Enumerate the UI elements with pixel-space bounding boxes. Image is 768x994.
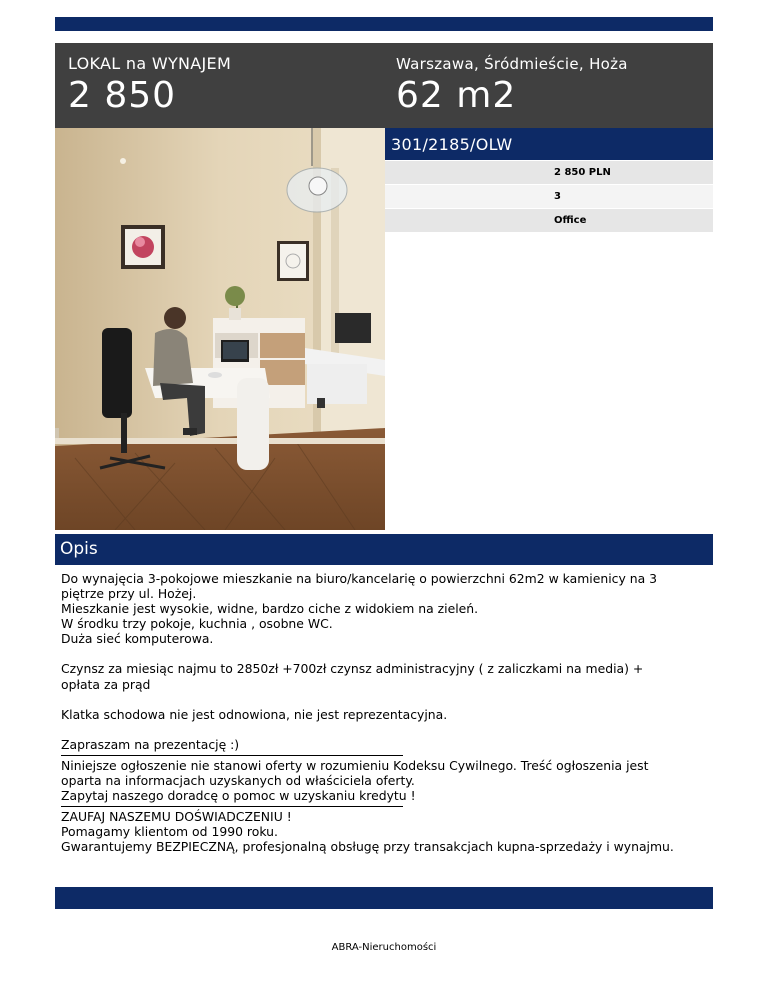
listing-price: 2 850 [68, 75, 177, 116]
property-photo [55, 128, 385, 530]
listing-header [55, 43, 713, 128]
desc-line: W środku trzy pokoje, kuchnia , osobne WC. [61, 616, 333, 632]
reference-number: 301/2185/OLW [385, 128, 713, 160]
divider [61, 806, 403, 807]
desc-line: opłata za prąd [61, 676, 151, 692]
bottom-accent-bar [55, 887, 713, 909]
info-row-value: 2 850 PLN [554, 167, 611, 178]
top-accent-bar [55, 17, 713, 31]
listing-area: 62 m2 [396, 75, 517, 116]
trust-line: Pomagamy klientom od 1990 roku. [61, 824, 278, 840]
info-row-value: Office [554, 215, 587, 226]
desc-line: Klatka schodowa nie jest odnowiona, nie jest reprezentacyjna. [61, 706, 448, 722]
listing-type: LOKAL na WYNAJEM [68, 54, 232, 73]
footer-agency: ABRA-Nieruchomości [331, 942, 437, 953]
disclaimer-line: oparta na informacjach uzyskanych od właściciela oferty. [61, 772, 415, 788]
divider [61, 755, 403, 756]
desc-line: Czynsz za miesiąc najmu to 2850zł +700zł czynsz administracyjny ( z zaliczkami na media) + [61, 661, 644, 677]
listing-location: Warszawa, Śródmieście, Hoża [396, 55, 628, 73]
description [61, 571, 711, 854]
header-left [68, 55, 231, 117]
desc-line: piętrze przy ul. Hożej. [61, 586, 197, 602]
disclaimer-line: Zapytaj naszego doradcę o pomoc w uzyskaniu kredytu ! [61, 788, 416, 804]
info-row-value: 3 [554, 191, 561, 202]
section-title: Opis [55, 534, 713, 565]
disclaimer-line: Niniejsze ogłoszenie nie stanowi oferty w rozumieniu Kodeksu Cywilnego. Treść ogłoszenia jest [61, 757, 649, 773]
office-room-illustration [55, 128, 385, 530]
desc-line: Duża sieć komputerowa. [61, 631, 214, 647]
trust-line: ZAUFAJ NASZEMU DOŚWIADCZENIU ! [61, 809, 292, 825]
info-row-rooms [385, 185, 713, 208]
header-right [396, 55, 628, 117]
desc-line: Zapraszam na prezentację :) [61, 736, 240, 752]
desc-line: Mieszkanie jest wysokie, widne, bardzo ciche z widokiem na zieleń. [61, 601, 479, 617]
desc-line: Do wynajęcia 3-pokojowe mieszkanie na biuro/kancelarię o powierzchni 62m2 w kamienicy na 3 [61, 571, 657, 586]
info-row-type [385, 209, 713, 232]
info-row-price [385, 161, 713, 184]
trust-line: Gwarantujemy BEZPIECZNĄ, profesjonalną obsługę przy transakcjach kupna-sprzedaży i wynajmu. [61, 839, 674, 855]
